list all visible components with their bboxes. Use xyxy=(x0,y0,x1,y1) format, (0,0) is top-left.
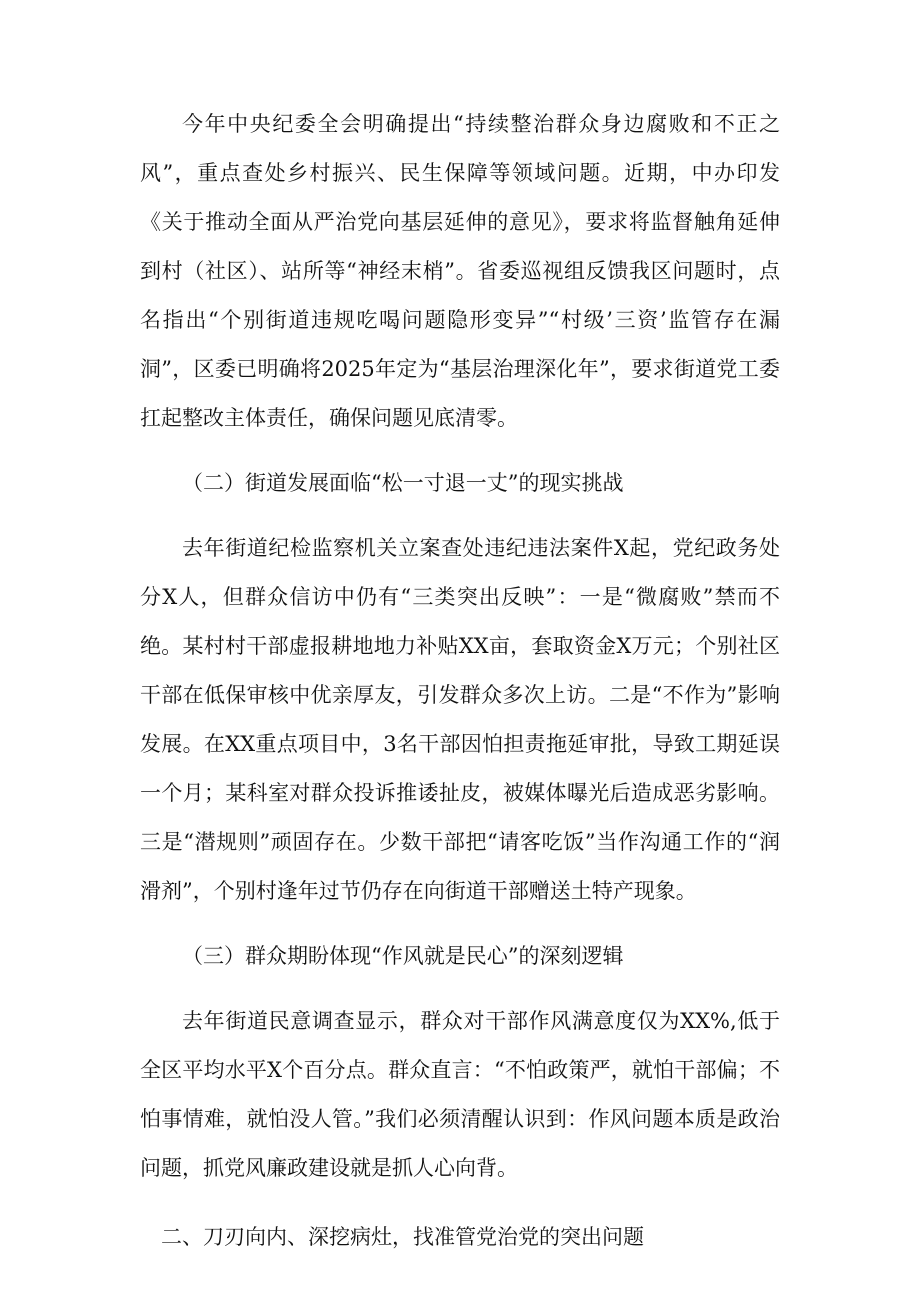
paragraph-survey: 去年街道民意调查显示，群众对干部作风满意度仅为XX%,低于全区平均水平X个百分点。群众直言：“不怕政策严，就怕干部偏；不怕事情难，就怕没人管。”我们必须清醒认识到：作风问题本质是政治问题，抓党风廉政建设就是抓人心向背。 xyxy=(140,1009,780,1180)
section-heading-3: （三）群众期盼体现“作风就是民心”的深刻逻辑 xyxy=(182,944,624,968)
paragraph-challenges: 去年街道纪检监察机关立案查处违纪违法案件X起，党纪政务处分X人，但群众信访中仍有“三类突出反映”：一是“微腐败”禁而不绝。某村村干部虚报耕地地力补贴XX亩，套取资金X万元；个别社区干部在低保审核中优亲厚友，引发群众多次上访。二是“不作为”影响发展。在XX重点项目中，3名干部因怕担责拖延审批，导致工期延误一个月；某科室对群众投诉推诿扯皮，被媒体曝光后造成恶劣影响。三是“潜规则”顽固存在。少数干部把“请客吃饭”当作沟通工作的“润滑剂”，个别村逢年过节仍存在向街道干部赠送土特产现象。 xyxy=(140,536,780,903)
chapter-heading-2: 二、刀刃向内、深挖病灶，找准管党治党的突出问题 xyxy=(161,1225,644,1249)
document-body xyxy=(140,100,780,1278)
paragraph-background: 今年中央纪委全会明确提出“持续整治群众身边腐败和不正之风”，重点查处乡村振兴、民生保障等领域问题。近期，中办印发《关于推动全面从严治党向基层延伸的意见》，要求将监督触角延伸到村（社区）、站所等“神经末梢”。省委巡视组反馈我区问题时，点名指出“个别街道违规吃喝问题隐形变异”“村级’三资’监管存在漏洞”，区委已明确将2025年定为“基层治理深化年”，要求街道党工委扛起整改主体责任，确保问题见底清零。 xyxy=(140,112,780,430)
section-heading-2: （二）街道发展面临“松一寸退一丈”的现实挑战 xyxy=(182,471,624,495)
